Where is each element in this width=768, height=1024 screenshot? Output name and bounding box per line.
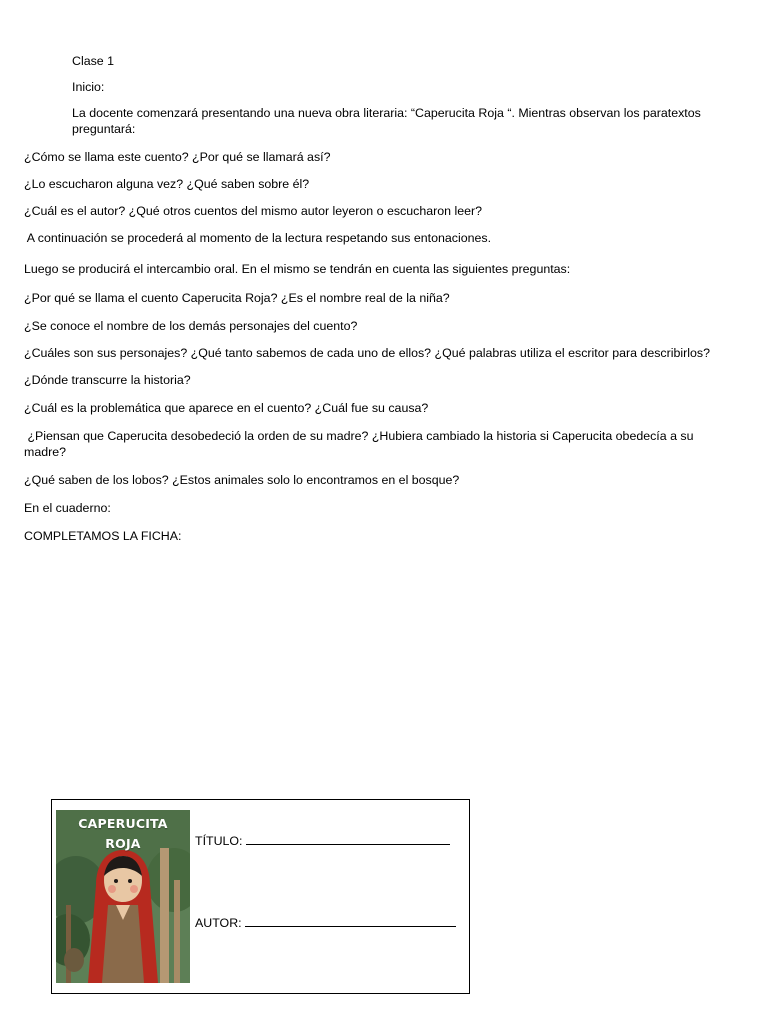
author-label: AUTOR: [195, 916, 242, 930]
worksheet-card [51, 799, 470, 994]
oral-question: ¿Por qué se llama el cuento Caperucita Roja? ¿Es el nombre real de la niña? [24, 291, 450, 305]
start-heading: Inicio: [72, 80, 105, 94]
cover-title: CAPERUCITA ROJA [78, 816, 168, 851]
worksheet-heading: COMPLETAMOS LA FICHA: [24, 529, 182, 543]
oral-question: ¿Cuáles son sus personajes? ¿Qué tanto sabemos de cada uno de ellos? ¿Qué palabras utiliza el escritor para describirlos? [24, 346, 710, 360]
title-label: TÍTULO: [195, 834, 243, 848]
title-field [195, 832, 450, 848]
pre-question: ¿Cómo se llama este cuento? ¿Por qué se llamará así? [24, 150, 331, 164]
notebook-label: En el cuaderno: [24, 501, 111, 515]
oral-intro: Luego se producirá el intercambio oral. En el mismo se tendrán en cuenta las siguientes preguntas: [24, 262, 571, 276]
class-heading: Clase 1 [72, 54, 115, 68]
book-cover-image [56, 810, 190, 983]
intro-paragraph: La docente comenzará presentando una nueva obra literaria: “Caperucita Roja “. Mientras observan los paratextos preguntará: [72, 106, 701, 136]
pre-question: ¿Lo escucharon alguna vez? ¿Qué saben sobre él? [24, 177, 310, 191]
author-blank-line[interactable] [245, 914, 456, 927]
oral-question: ¿Dónde transcurre la historia? [24, 373, 191, 387]
title-blank-line[interactable] [246, 832, 450, 845]
oral-question: ¿Piensan que Caperucita desobedeció la orden de su madre? ¿Hubiera cambiado la historia si Caperucita obedecía a su madre? [24, 429, 697, 459]
oral-question: ¿Cuál es la problemática que aparece en el cuento? ¿Cuál fue su causa? [24, 401, 429, 415]
oral-question: ¿Qué saben de los lobos? ¿Estos animales solo lo encontramos en el bosque? [24, 473, 460, 487]
oral-question: ¿Se conoce el nombre de los demás personajes del cuento? [24, 319, 358, 333]
reading-note: A continuación se procederá al momento de la lectura respetando sus entonaciones. [24, 231, 492, 245]
pre-question: ¿Cuál es el autor? ¿Qué otros cuentos del mismo autor leyeron o escucharon leer? [24, 204, 482, 218]
author-field [195, 914, 456, 930]
